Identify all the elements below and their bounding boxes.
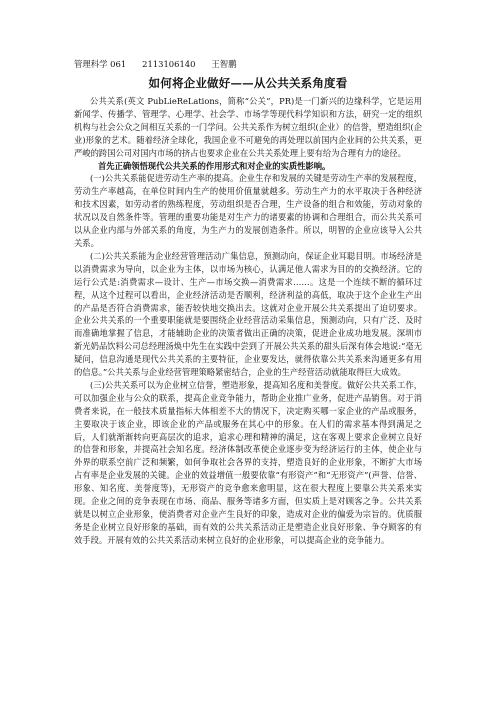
student-id: 2113106140 bbox=[142, 59, 196, 69]
section-heading: 首先正确领悟现代公共关系的作用形式和对企业的实质性影响。 bbox=[98, 160, 331, 171]
author-name: 王智鹏 bbox=[211, 59, 237, 69]
document-title: 如何将企业做好——从公共关系角度看 bbox=[148, 76, 348, 90]
intro-paragraph: 公共关系(英文 PubLieReLations，简称“公关”，PR)是一门新兴的边缘科学，它是运用新闻学、传播学、管理学、心理学、社会学、市场学等现代科学知识和方法，研究一定的组织机构与社会公众之间相互关系的一门学问。公共关系作为树立组织(企业）的信誉，塑造组织(企业)形象的艺术。随着经济全球化，我国企业不可避免的再处理以前国内企业间的公共关系，更严峻的跨国公司对国内市场的挤占也要求企业在公共关系处理上要有给为合理有力的途径。 bbox=[74, 96, 422, 158]
paragraph-image: (三)公共关系可以为企业树立信誉，塑造形象，提高知名度和美誉度。做好公共关系工作，可以加强企业与公众的联系，提高企业竞争能力，帮助企业推广业务，促进产品销售。对于消费者来说，在一般技术质量指标大体相差不大的情况下，决定购买哪一家企业的产品或服务，主要取决于该企业，即该企业的产品或服务在其心中的形象。在人们的需求基本得到满足之后，人们就渐渐转向更高层次的追求，追求心理和精神的满足，这在客观上要求企业树立良好的信誉和形象，并提高社会知名度。经济体制改革使企业逐步变为经济运行的主体，使企业与外界的联系空前广泛和频繁，如何争取社会各界的支持，塑造良好的企业形象，不断扩大市场占有率是企业发展的关键。企业的效益增值一般要依靠“有形资产”和“无形资产”(声誉、信誉、形象、知名度、美誉度等)，无形资产的竞争愈来愈明显，这在很大程度上要靠公共关系来实现。企业之间的竞争表现在市场、商品、服务等诸多方面，但实质上是对顾客之争。公共关系就是以树立企业形象，使消费者对企业产生良好的印象，造成对企业的偏爱为宗旨的。优质服务是企业树立良好形象的基础，而有效的公共关系活动正是塑造企业良好形象、争夺顾客的有效手段。开展有效的公共关系活动来树立良好的企业形象，可以提高企业的竞争能力。 bbox=[74, 379, 422, 545]
document-page bbox=[74, 58, 422, 547]
paragraph-productivity: (一)公共关系能促进劳动生产率的提高。企业生存和发展的关键是劳动生产率的发展程度，劳动生产率越高，在单位时间内生产的使用价值量就越多。劳动生产力的水平取决于各种经济和技术因素，如劳动者的熟练程度，劳动组织是否合理，生产设备的组合和效能，劳动对象的状况以及自然条件等。管理的重要功能是对生产力的诸要素的协调和合理组合，而公共关系可以从企业内部与外部关系的角度，为生产力的发展创造条件。所以，明智的企业应该导入公共关系。 bbox=[74, 173, 422, 248]
course-label: 管理科学 061 bbox=[74, 59, 127, 69]
paragraph-information: (二)公共关系能为企业经营管理活动广集信息，预测动向，保证企业耳聪目明。市场经济是以消费需求为导向，以企业为主体，以市场为核心，认满足他人需求为目的的交换经济。它的运行公式是:消费需求—设计、生产—市场交换—消费需求……。这是一个连续不断的循环过程，从这个过程可以看出，企业经济活动是否顺利，经济利益的高低，取决于这个企业生产出的产品是否符合消费需求，能否较快地交换出去。这就对企业开展公共关系提出了迫切要求。企业公共关系的一个重要职能就是要围绕企业经营活动采集信息，预测动向，只有广泛、及时而准确地掌握了信息，才能辅助企业的决策者做出正确的决策，促进企业成功地发展。深圳市新光奶品饮料公司总经理汤焕中先生在实践中尝到了开展公共关系的甜头后深有体会地说:“毫无疑问，信息沟通是现代公共关系的主要特征，企业要发达，就得依靠公共关系来沟通更多有用的信息。”公共关系与企业经营管理策略紧密结合，企业的生产经营活动就能取得巨大成效。 bbox=[74, 250, 422, 378]
document-meta bbox=[74, 58, 422, 70]
